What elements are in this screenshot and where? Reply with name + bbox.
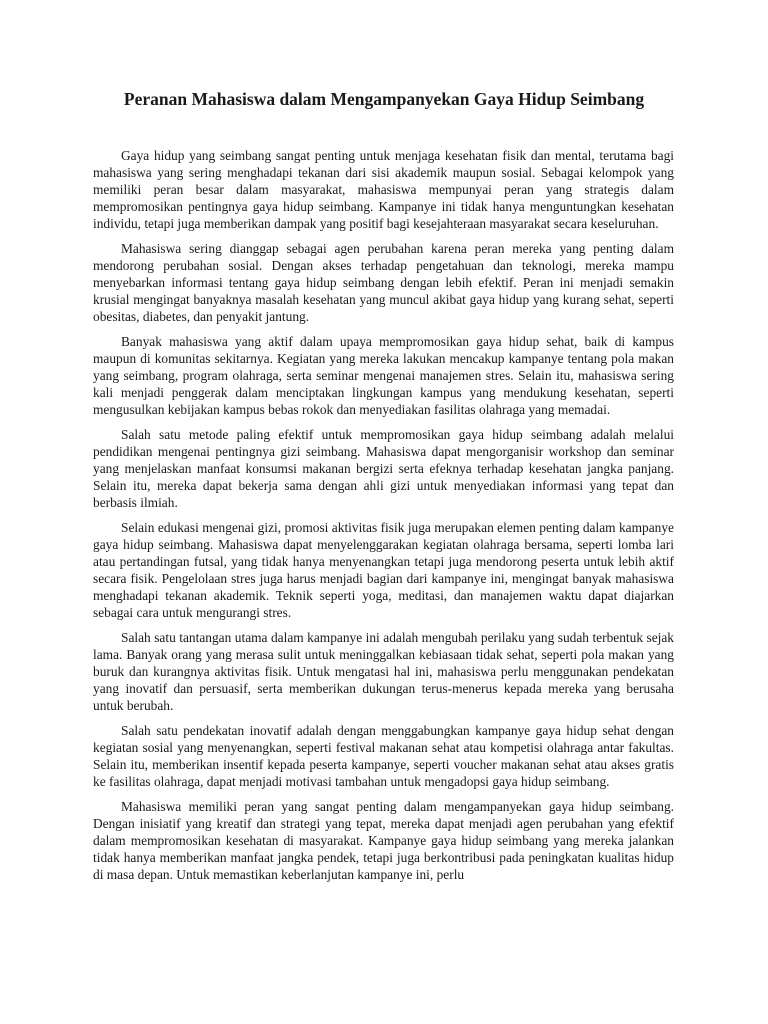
paragraph-3: Banyak mahasiswa yang aktif dalam upaya mempromosikan gaya hidup sehat, baik di kampus maupun di komunitas sekitarnya. Kegiatan yang mereka lakukan mencakup kampanye tentang pola makan yang seimbang, program olahraga, serta seminar mengenai manajemen stres. Selain itu, mahasiswa sering kali menjadi penggerak dalam menciptakan lingkungan kampus yang mendukung kesehatan, seperti mengusulkan kebijakan kampus bebas rokok dan menyediakan fasilitas olahraga yang memadai. <box>93 334 674 417</box>
paragraph-1: Gaya hidup yang seimbang sangat penting untuk menjaga kesehatan fisik dan mental, terutama bagi mahasiswa yang sering menghadapi tekanan dari sisi akademik maupun sosial. Sebagai kelompok yang memiliki peran besar dalam masyarakat, mahasiswa mempunyai peran yang strategis dalam mempromosikan pentingnya gaya hidup seimbang. Kampanye ini tidak hanya menguntungkan kesehatan individu, tetapi juga memberikan dampak yang positif bagi kesejahteraan masyarakat secara keseluruhan. <box>93 148 674 231</box>
paragraph-8: Mahasiswa memiliki peran yang sangat penting dalam mengampanyekan gaya hidup seimbang. Dengan inisiatif yang kreatif dan strategi yang tepat, mereka dapat menjadi agen perubahan yang efektif dalam mempromosikan kesehatan di masyarakat. Kampanye gaya hidup seimbang yang mereka jalankan tidak hanya memberikan manfaat jangka pendek, tetapi juga berkontribusi pada peningkatan kualitas hidup di masa depan. Untuk memastikan keberlanjutan kampanye ini, perlu <box>93 799 674 882</box>
document-body <box>93 148 674 892</box>
paragraph-5: Selain edukasi mengenai gizi, promosi aktivitas fisik juga merupakan elemen penting dalam kampanye gaya hidup seimbang. Mahasiswa dapat menyelenggarakan kegiatan olahraga bersama, seperti lomba lari atau pertandingan futsal, yang tidak hanya menyenangkan tetapi juga mendorong peserta untuk lebih aktif secara fisik. Pengelolaan stres juga harus menjadi bagian dari kampanye ini, mengingat banyak mahasiswa menghadapi tekanan akademik. Teknik seperti yoga, meditasi, dan manajemen waktu dapat diajarkan sebagai cara untuk mengurangi stres. <box>93 520 674 620</box>
document-title: Peranan Mahasiswa dalam Mengampanyekan Gaya Hidup Seimbang <box>123 89 645 109</box>
paragraph-6: Salah satu tantangan utama dalam kampanye ini adalah mengubah perilaku yang sudah terbentuk sejak lama. Banyak orang yang merasa sulit untuk meninggalkan kebiasaan tidak sehat, seperti pola makan yang buruk dan kurangnya aktivitas fisik. Untuk mengatasi hal ini, mahasiswa perlu menggunakan pendekatan yang inovatif dan persuasif, serta memberikan dukungan terus-menerus kepada mereka yang berusaha untuk berubah. <box>93 630 674 713</box>
paragraph-2: Mahasiswa sering dianggap sebagai agen perubahan karena peran mereka yang penting dalam mendorong perubahan sosial. Dengan akses terhadap pengetahuan dan teknologi, mereka mampu menyebarkan informasi tentang gaya hidup seimbang dengan lebih efektif. Peran ini menjadi semakin krusial mengingat banyaknya masalah kesehatan yang muncul akibat gaya hidup yang kurang sehat, seperti obesitas, diabetes, dan penyakit jantung. <box>93 241 674 324</box>
paragraph-4: Salah satu metode paling efektif untuk mempromosikan gaya hidup seimbang adalah melalui pendidikan mengenai pentingnya gizi seimbang. Mahasiswa dapat mengorganisir workshop dan seminar yang menjelaskan manfaat konsumsi makanan bergizi serta efeknya terhadap kesehatan jangka panjang. Selain itu, mereka dapat bekerja sama dengan ahli gizi untuk menyediakan informasi yang tepat dan berbasis ilmiah. <box>93 427 674 510</box>
paragraph-7: Salah satu pendekatan inovatif adalah dengan menggabungkan kampanye gaya hidup sehat dengan kegiatan sosial yang menyenangkan, seperti festival makanan sehat atau kompetisi olahraga antar fakultas. Selain itu, memberikan insentif kepada peserta kampanye, seperti voucher makanan sehat atau akses gratis ke fasilitas olahraga, dapat menjadi motivasi tambahan untuk mengadopsi gaya hidup seimbang. <box>93 723 674 789</box>
